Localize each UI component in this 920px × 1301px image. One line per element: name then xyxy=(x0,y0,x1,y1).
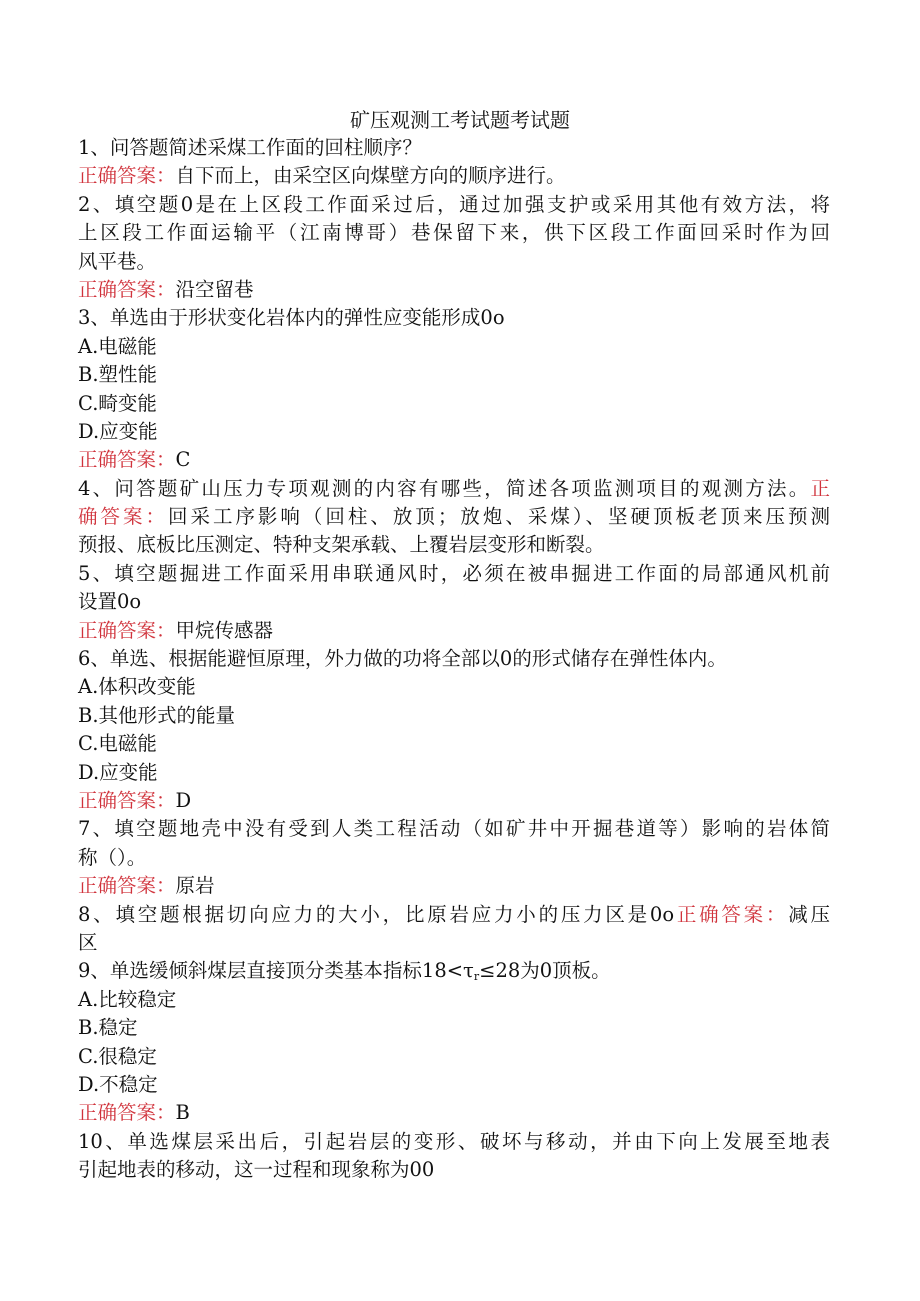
option-a: A.体积改变能 xyxy=(78,675,196,699)
question-4-stem-line-1 xyxy=(78,475,830,503)
option-a: A.比较稳定 xyxy=(78,987,177,1011)
answer-label: 正确答案： xyxy=(674,902,789,926)
option-b: B.稳定 xyxy=(78,1016,138,1040)
question-5-answer-line xyxy=(78,617,830,645)
question-1-answer-line xyxy=(78,162,830,190)
question-5-stem-line-2: 设置0o xyxy=(78,590,142,614)
answer-label: 正确答案： xyxy=(78,788,176,812)
question-7-stem-line-1: 7、填空题地壳中没有受到人类工程活动（如矿井中开掘巷道等）影响的岩体简 xyxy=(78,817,830,841)
question-1-stem: 1、问答题简述采煤工作面的回柱顺序？ xyxy=(78,136,422,159)
question-9-stem-part-b: ≤28为0顶板。 xyxy=(479,959,611,983)
question-2-stem-line-2: 上区段工作面运输平（江南博哥）巷保留下来，供下区段工作面回采时作为回 xyxy=(78,221,830,245)
answer-text: C xyxy=(175,448,191,472)
question-4-stem: 4、问答题矿山压力专项观测的内容有哪些，简述各项监测项目的观测方法。 xyxy=(78,476,811,500)
answer-text: 自下而上，由采空区向煤壁方向的顺序进行。 xyxy=(175,164,566,188)
tau-subscript: r xyxy=(473,970,480,984)
option-c: C.电磁能 xyxy=(78,732,157,756)
answer-text: 沿空留巷 xyxy=(175,277,254,301)
question-9-stem-part-a: 9、单选缓倾斜煤层直接顶分类基本指标18<τ xyxy=(78,959,474,983)
question-9-answer-line xyxy=(78,1099,830,1127)
question-6-answer-line xyxy=(78,787,830,815)
answer-label: 正确答案： xyxy=(78,618,176,642)
option-a: A.电磁能 xyxy=(78,334,157,358)
option-b: B.塑性能 xyxy=(78,363,158,387)
question-4-answer-line-1 xyxy=(78,503,830,531)
answer-text: D xyxy=(175,788,192,812)
answer-text: 原岩 xyxy=(175,874,215,898)
question-4-answer-line-2: 预报、底板比压测定、特种支架承载、上覆岩层变形和断裂。 xyxy=(78,533,605,557)
answer-label-part-2: 确答案： xyxy=(78,505,168,529)
option-d: D.应变能 xyxy=(78,419,158,443)
answer-text: 回采工序影响（回柱、放顶；放炮、采煤）、坚硬顶板老顶来压预测 xyxy=(167,505,830,529)
question-2-answer-line xyxy=(78,276,830,304)
option-d: D.应变能 xyxy=(78,760,158,784)
option-b: B.其他形式的能量 xyxy=(78,703,236,727)
question-2-stem-line-1: 2、填空题0是在上区段工作面采过后，通过加强支护或采用其他有效方法，将 xyxy=(78,192,830,216)
answer-text: B xyxy=(175,1101,190,1125)
answer-label-part-1: 正 xyxy=(810,476,830,500)
question-8-answer-line-2: 区 xyxy=(78,930,98,954)
question-8-line-1 xyxy=(78,901,830,929)
answer-label: 正确答案： xyxy=(78,448,176,472)
question-8-stem: 8、填空题根据切向应力的大小，比原岩应力小的压力区是0o xyxy=(78,902,675,926)
answer-text: 减压 xyxy=(788,902,830,926)
question-7-stem-line-2: 称（）。 xyxy=(78,845,147,869)
question-3-stem: 3、单选由于形状变化岩体内的弹性应变能形成0o xyxy=(78,306,505,330)
answer-label: 正确答案： xyxy=(78,1101,176,1125)
question-5-stem-line-1: 5、填空题掘进工作面采用串联通风时，必须在被串掘进工作面的局部通风机前 xyxy=(78,561,830,585)
question-10-stem-line-2: 引起地表的移动，这一过程和现象称为00 xyxy=(78,1158,435,1182)
question-2-stem-line-3: 风平巷。 xyxy=(78,249,157,273)
question-6-stem: 6、单选、根据能避恒原理，外力做的功将全部以0的形式储存在弹性体内。 xyxy=(78,647,727,671)
question-7-answer-line xyxy=(78,872,830,900)
answer-text: 甲烷传感器 xyxy=(175,618,274,642)
question-9-stem xyxy=(78,957,830,985)
option-d: D.不稳定 xyxy=(78,1072,158,1096)
answer-label: 正确答案： xyxy=(78,874,176,898)
option-c: C.畸变能 xyxy=(78,391,157,415)
question-list xyxy=(78,134,830,1184)
question-10-stem-line-1: 10、单选煤层采出后，引起岩层的变形、破坏与移动，并由下向上发展至地表 xyxy=(78,1129,830,1153)
document-title: 矿压观测工考试题考试题 xyxy=(350,108,570,132)
option-c: C.很稳定 xyxy=(78,1044,157,1068)
answer-label: 正确答案： xyxy=(78,277,176,301)
answer-label: 正确答案： xyxy=(78,164,176,188)
question-3-answer-line xyxy=(78,446,830,474)
